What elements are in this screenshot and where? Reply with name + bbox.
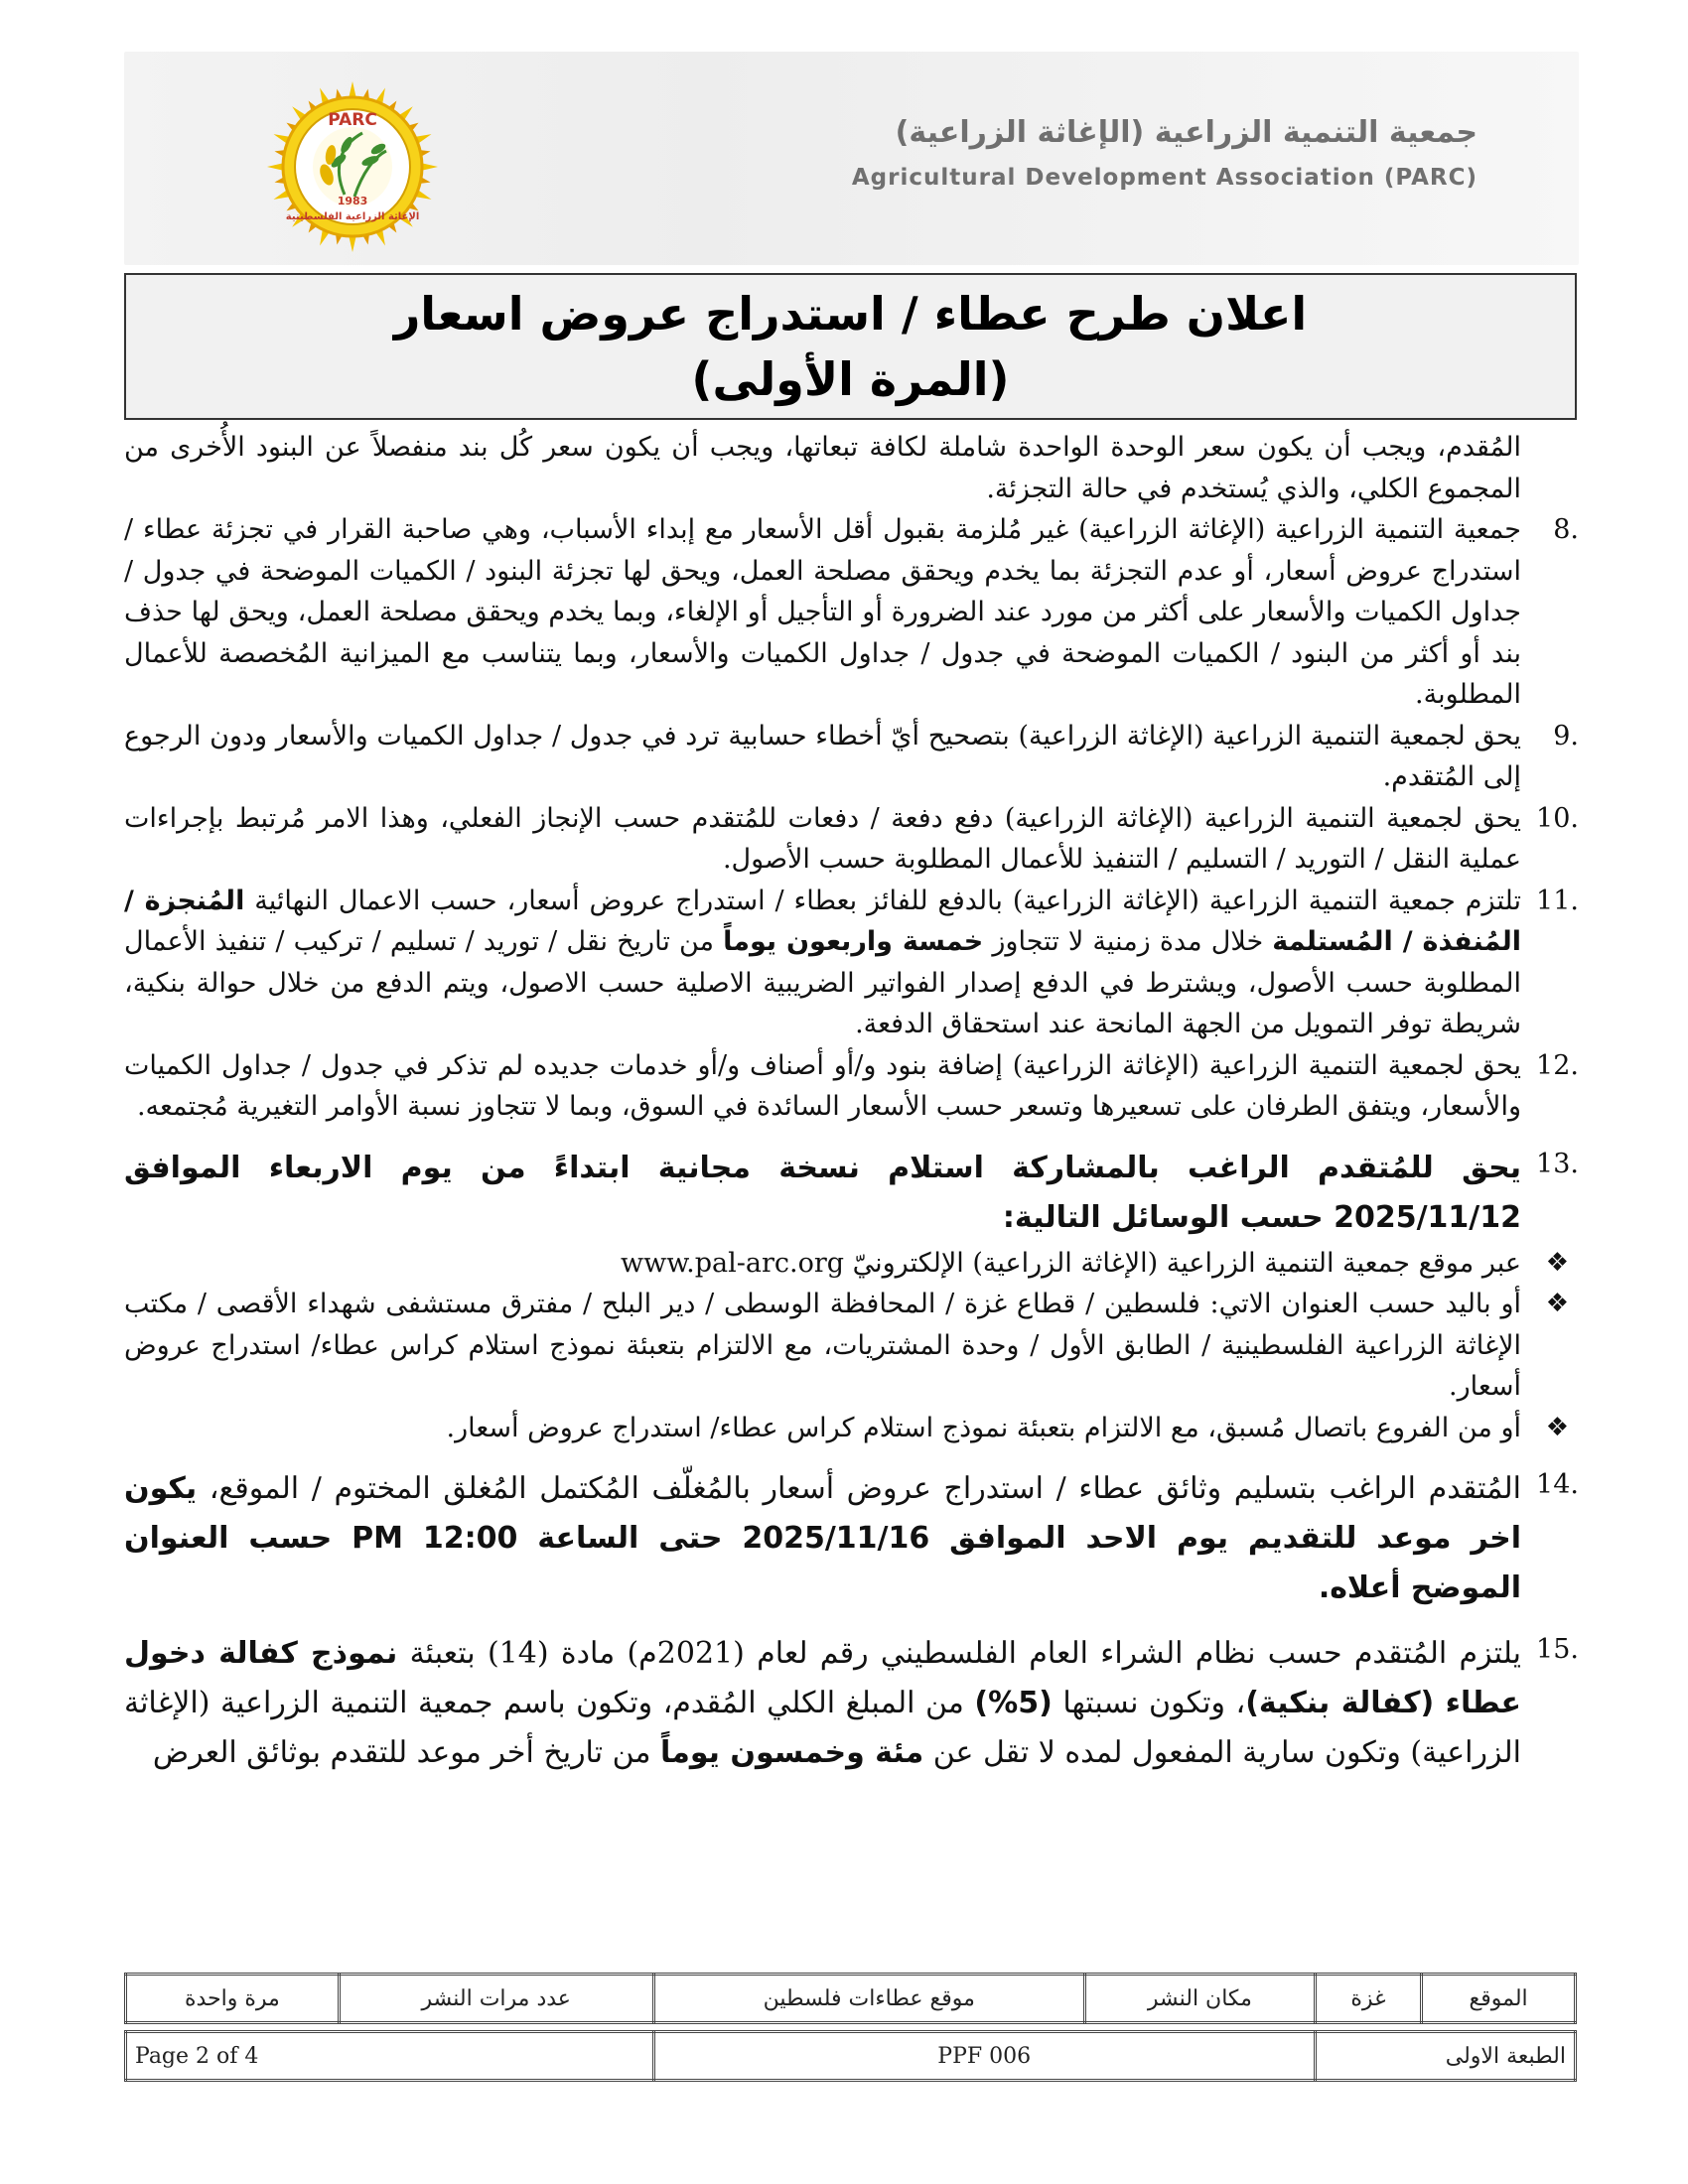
clause-text bbox=[124, 1629, 1521, 1778]
footer-publish-row bbox=[126, 1975, 1576, 2023]
bullet-website bbox=[124, 1243, 1579, 1285]
clause-text bbox=[124, 1464, 1521, 1613]
bullet-text: أو باليد حسب العنوان الاتي: فلسطين / قطاع غزة / المحافظة الوسطى / دير البلح / مفترق مستشفى شهداء الأقصى / مكتب الإغاثة الزراعية الفلسطينية / الطابق الأول / وحدة المشتريات، مع الالتزام بتعبئة نموذج استلام كراس عطاء/ استدراج عروض أسعار. bbox=[124, 1289, 1521, 1402]
org-name-english: Agricultural Development Association (PARC) bbox=[851, 165, 1477, 191]
clause-text: يحق لجمعية التنمية الزراعية (الإغاثة الزراعية) دفع دفعة / دفعات للمُتقدم حسب الإنجاز الفعلي، وهذا الامر مُرتبط بإجراءات عملية النقل / التوريد / التسليم / التنفيذ للأعمال المطلوبة حسب الأصول. bbox=[124, 802, 1521, 875]
diamond-bullet-icon: ❖ bbox=[1545, 1289, 1569, 1318]
clause-text-part: يلتزم المُتقدم حسب نظام الشراء العام الفلسطيني رقم لعام (2021م) مادة (14) بتعبئة bbox=[409, 1636, 1521, 1671]
clause-number: 14. bbox=[1536, 1469, 1579, 1500]
clause-13 bbox=[124, 1144, 1579, 1243]
clause-11 bbox=[124, 881, 1579, 1045]
bullet-branches bbox=[124, 1408, 1579, 1449]
bullet-by-hand bbox=[124, 1284, 1579, 1408]
clause-bold-text: نموذج كفالة دخول عطاء (كفالة بنكية) bbox=[124, 1636, 1521, 1720]
clause-10 bbox=[124, 798, 1579, 881]
clause-bold-text: المُنجزة / المُنفذة / المُستلمة bbox=[124, 885, 1521, 957]
clause-text-part: ، وتكون نسبتها bbox=[1062, 1686, 1246, 1720]
footer-cell-publish-place: موقع عطاءات فلسطين bbox=[653, 1975, 1084, 2023]
footer-cell-publish-count: مرة واحدة bbox=[126, 1975, 340, 2023]
logo-year: 1983 bbox=[337, 195, 368, 207]
intro-paragraph: المُقدم، ويجب أن يكون سعر الوحدة الواحدة شاملة لكافة تبعاتها، ويجب أن يكون سعر كُل بند منفصلاً عن البنود الأُخرى من المجموع الكلي، والذي يُستخدم في حالة التجزئة. bbox=[124, 432, 1521, 504]
clause-14 bbox=[124, 1464, 1579, 1613]
footer-edition: الطبعة الاولى bbox=[1315, 2032, 1575, 2081]
clause-8 bbox=[124, 509, 1579, 716]
footer-page-number: Page 2 of 4 bbox=[126, 2032, 654, 2081]
clause-number: 12. bbox=[1536, 1049, 1579, 1081]
clause-number: 15. bbox=[1536, 1634, 1579, 1665]
footer-form-code: PPF 006 bbox=[653, 2032, 1315, 2081]
clause-text-part: خلال مدة زمنية لا تتجاوز bbox=[992, 926, 1264, 957]
clause-bold-text: (5%) bbox=[974, 1686, 1053, 1720]
clause-bold-text: يكون اخر موعد للتقديم يوم الاحد الموافق 2025/11/16 حتى الساعة 12:00 PM حسب العنوان الموضح أعلاه. bbox=[124, 1471, 1521, 1605]
clause-text-part: المُتقدم الراغب بتسليم وثائق عطاء / استدراج عروض أسعار بالمُغلّف المُكتمل المُغلق المختوم / الموقع، bbox=[209, 1471, 1521, 1506]
footer-table bbox=[124, 1973, 1577, 2082]
parc-logo bbox=[204, 79, 501, 253]
clause-number: 9. bbox=[1553, 720, 1579, 751]
title-line-2: (المرة الأولى) bbox=[691, 352, 1010, 406]
diamond-bullet-icon: ❖ bbox=[1545, 1247, 1569, 1278]
org-name-arabic: جمعية التنمية الزراعية (الإغاثة الزراعية) bbox=[895, 115, 1477, 150]
clause-number: 13. bbox=[1536, 1148, 1579, 1179]
clause-text: جمعية التنمية الزراعية (الإغاثة الزراعية) غير مُلزمة بقبول أقل الأسعار مع إبداء الأسباب، وهي صاحبة القرار في تجزئة عطاء / استدراج عروض أسعار، أو عدم التجزئة بما يخدم ويحقق مصلحة العمل، ويحق لها تجزئة البنود / الكميات الموضحة في جدول / جداول الكميات والأسعار على أكثر من مورد عند الضرورة أو التأجيل أو الإلغاء، وبما يخدم ويحقق مصلحة العمل، ويحق لها حذف بند أو أكثر من البنود / الكميات الموضحة في جدول / جداول الكميات والأسعار، وبما يتناسب مع الميزانية المُخصصة للأعمال المطلوبة. bbox=[124, 514, 1521, 710]
footer-cell-label-location: الموقع bbox=[1422, 1975, 1576, 2023]
clause-12 bbox=[124, 1045, 1579, 1128]
footer-info-row bbox=[126, 2032, 1576, 2081]
document-body bbox=[124, 427, 1579, 1778]
logo-text: PARC bbox=[328, 110, 377, 130]
clause-bold-text: مئة وخمسون يوماً bbox=[660, 1735, 924, 1770]
clause-text-part: من تاريخ نقل / توريد / تسليم / تركيب / تنفيذ الأعمال المطلوبة حسب الأصول، ويشترط في الدفع إصدار الفواتير الضريبية الاصلية حسب الاصول، ويتم الدفع من خلال حوالة بنكية، شريطة توفر التمويل من الجهة المانحة عند استحقاق الدفعة. bbox=[124, 926, 1521, 1039]
bullet-text bbox=[124, 1243, 1521, 1285]
clause-9 bbox=[124, 716, 1579, 798]
bullet-text-part: عبر موقع جمعية التنمية الزراعية (الإغاثة الزراعية) الإلكترونيّ bbox=[852, 1247, 1521, 1279]
clause-number: 10. bbox=[1536, 802, 1579, 834]
diamond-bullet-icon: ❖ bbox=[1545, 1412, 1569, 1442]
logo-arabic-text: الإغاثة الزراعية الفلسطينية bbox=[285, 211, 420, 222]
website-link[interactable]: www.pal-arc.org bbox=[621, 1247, 845, 1279]
clause-text: يحق لجمعية التنمية الزراعية (الإغاثة الزراعية) بتصحيح أيّ أخطاء حسابية ترد في جدول / جداول الكميات والأسعار ودون الرجوع إلى المُتقدم. bbox=[124, 720, 1521, 792]
clause-text-part: تلتزم جمعية التنمية الزراعية (الإغاثة الزراعية) بالدفع للفائز بعطاء / استدراج عروض أسعار، حسب الاعمال النهائية bbox=[254, 885, 1521, 916]
footer-cell-location: غزة bbox=[1315, 1975, 1421, 2023]
clause-text: يحق لجمعية التنمية الزراعية (الإغاثة الزراعية) إضافة بنود و/أو أصناف و/أو خدمات جديده لم تذكر في جدول / جداول الكميات والأسعار، ويتفق الطرفان على تسعيرها وتسعر حسب الأسعار السائدة في السوق، وبما لا تتجاوز نسبة الأوامر التغيرية مُجتمعه. bbox=[124, 1049, 1521, 1122]
footer-cell-label-publish-place: مكان النشر bbox=[1084, 1975, 1315, 2023]
clause-15 bbox=[124, 1629, 1579, 1778]
bullet-text: أو من الفروع باتصال مُسبق، مع الالتزام بتعبئة نموذج استلام كراس عطاء/ استدراج عروض أسعار. bbox=[446, 1412, 1521, 1443]
footer-cell-label-publish-count: عدد مرات النشر bbox=[339, 1975, 653, 2023]
clause-text-part: من المبلغ الكلي المُقدم، وتكون باسم جمعية التنمية الزراعية (الإغاثة الزراعية) وتكون سارية المفعول لمده لا تقل عن bbox=[124, 1686, 1521, 1770]
clause-text bbox=[124, 881, 1521, 1045]
clause-number: 11. bbox=[1536, 885, 1579, 916]
title-line-1: اعلان طرح عطاء / استدراج عروض اسعار bbox=[393, 287, 1308, 341]
clause-text-part: من تاريخ أخر موعد للتقدم بوثائق العرض bbox=[152, 1735, 651, 1770]
clause-text: يحق للمُتقدم الراغب بالمشاركة استلام نسخة مجانية ابتداءً من يوم الاربعاء الموافق 2025/11/12 حسب الوسائل التالية: bbox=[124, 1150, 1521, 1235]
clause-bold-text: خمسة واربعون يوماً bbox=[723, 926, 984, 957]
title-box bbox=[124, 273, 1577, 420]
clause-number: 8. bbox=[1553, 514, 1579, 545]
